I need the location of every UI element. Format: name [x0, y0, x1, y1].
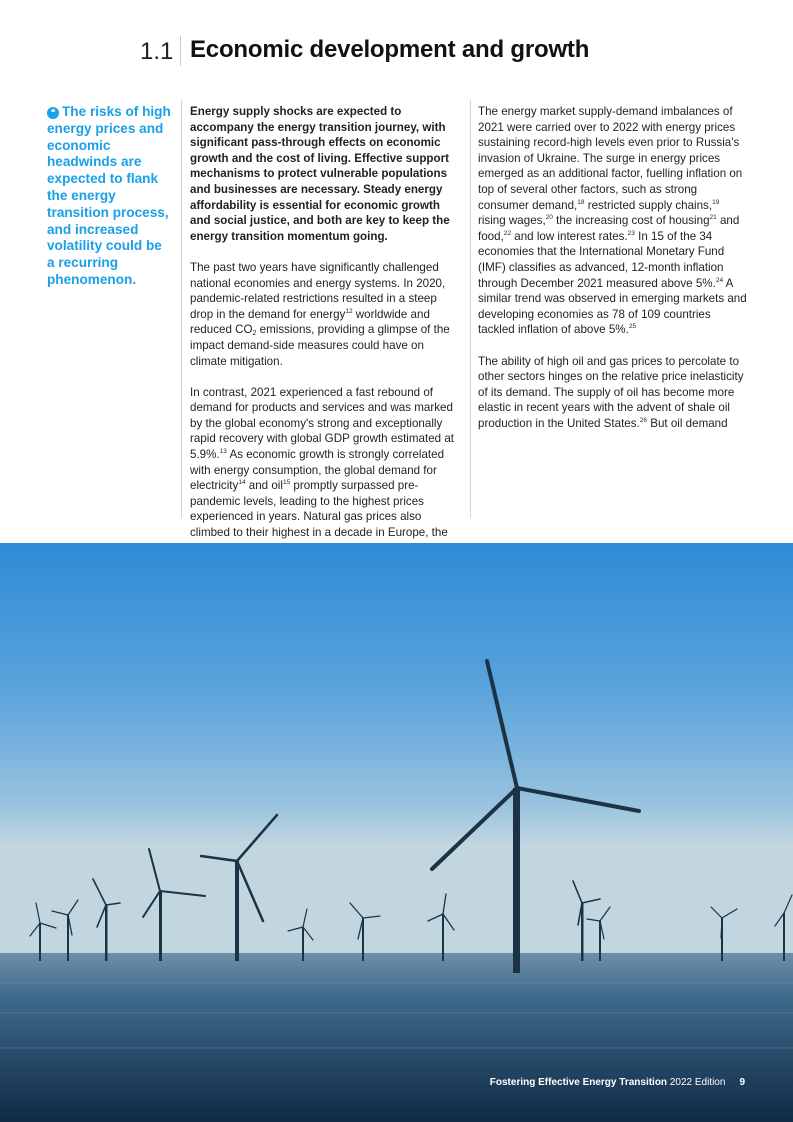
footnote-ref: 20 [545, 214, 553, 222]
lead-paragraph: Energy supply shocks are expected to accompany the energy transition journey, with significant pass-through effects on economic growth and the cost of living. Effective support mechanisms to protect vulnerable populations and businesses are necessary. Steady energy affordability is essential for economic growth and social justice, and both are key to keep the energy transition momentum going. [190, 105, 450, 243]
footnote-ref: 26 [639, 416, 648, 424]
quote-icon: ❝ [47, 107, 59, 119]
column-rule-left [181, 100, 182, 518]
footnote-ref: 24 [715, 276, 724, 284]
body-column-1 [190, 104, 458, 619]
pull-quote [47, 104, 172, 289]
footnote-ref: 14 [238, 479, 246, 487]
footnote-ref: 13 [219, 448, 227, 456]
paragraph-3: The energy market supply-demand imbalances of 2021 were carried over to 2022 with energy prices sustaining record-high levels even prior to Russia's invasion of Ukraine. The surge in energy prices emerged as an additional factor, fuelling inflation on top of several other factors, such as strong consumer demand,$^{18}$ restricted supply chains,$^{19}$ rising wages,$^{20}$ the increasing cost of housing$^{21}$ and food,$^{22}$ and low interest rates.$^{23}$ In 15 of the 34 economies that the International Monetary Fund (IMF) classifies as advanced, 12-month inflation through December 2021 measured above 5%.$^{24}$ A similar trend was observed in emerging markets and developing economies as 78 of 109 countries tackled inflation of above 5%.$^{25}$ [478, 105, 747, 337]
footnote-ref: 22 [503, 229, 512, 237]
paragraph-2: In contrast, 2021 experienced a fast rebound of demand for products and services and was marked by the global economy's strong and exceptionally rapid recovery with global GDP growth estimated at 5.9%.$^{13}$ As economic growth is strongly correlated with energy consumption, the global demand for electricity$^{14}$ and oil$^{15}$ promptly surpassed pre-pandemic levels, leading to the highest prices experienced in years. Natural gas prices also climbed to their highest in a decade in Europe, the [190, 385, 458, 603]
paragraph-4: The ability of high oil and gas prices to percolate to other sectors hinges on the relative price inelasticity of its demand. The supply of oil has become more elastic in recent years with the advent of shale oil production in the United States.$^{26}$ But oil demand [478, 354, 744, 430]
footnote-ref: 19 [712, 198, 720, 206]
footnote-ref: 18 [577, 198, 585, 206]
page-footer [490, 1077, 745, 1088]
section-divider [180, 36, 181, 66]
footnote-ref: 21 [709, 214, 717, 222]
body-column-2 [478, 104, 748, 447]
footnote-ref: 15 [282, 479, 291, 487]
pull-quote-text: The risks of high energy prices and economic headwinds are expected to flank the energy transition process, and increased volatility could be a recurring phenomenon. [47, 104, 171, 287]
section-number: 1.1 [140, 38, 174, 65]
paragraph-1: The past two years have significantly challenged national economies and energy systems. In 2020, pandemic-related restrictions resulted in a steep drop in the demand for energy$^{12}$ worldwide and reduced $CO_2$ emissions, providing a glimpse of the impact demand-side measures could have on climate mitigation. [190, 260, 450, 368]
subscript: 2 [252, 330, 257, 338]
footnote-ref: 12 [345, 307, 353, 315]
footer-title: Fostering Effective Energy Transition [489, 1077, 668, 1088]
offshore-wind-farm-photo [0, 543, 793, 1122]
footnote-ref: 23 [627, 229, 635, 237]
page-number: 9 [739, 1077, 745, 1088]
footer-edition: 2022 Edition [669, 1077, 726, 1088]
section-title: Economic development and growth [190, 36, 590, 63]
column-rule-right [470, 100, 471, 518]
footnote-ref: 25 [628, 323, 637, 331]
section-header [0, 36, 793, 66]
